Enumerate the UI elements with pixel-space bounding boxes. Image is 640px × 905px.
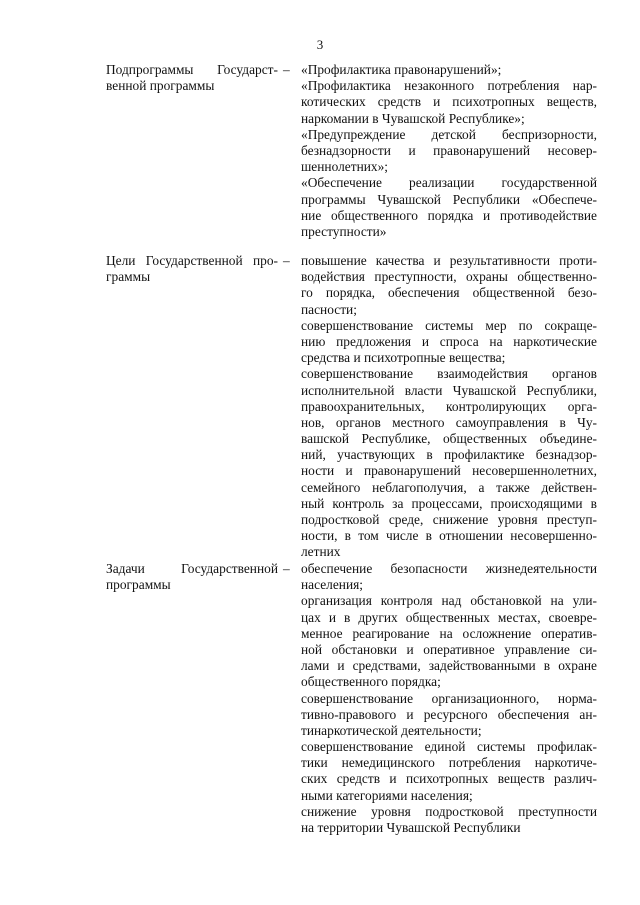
section-label	[106, 62, 278, 94]
content-line: совершенствование единой системы профилак-	[301, 739, 597, 755]
content-line: ности, в том числе в отношении несовершенно-	[301, 528, 597, 544]
content-line: «Предупреждение детской беспризорности,	[301, 126, 597, 142]
label-line: граммы	[106, 269, 151, 285]
content-line: ности и правонарушений несовершеннолетних,	[301, 463, 597, 479]
content-line: «Профилактика незаконного потребления нар-	[301, 78, 597, 94]
content-line: программы Чувашской Республики «Обеспече-	[301, 191, 597, 207]
content-line: тики немедицинского потребления наркотиче-	[301, 755, 597, 771]
label-line: Задачи Государственной	[106, 561, 278, 576]
content-line: исполнительной власти Чувашской Республики,	[301, 382, 597, 398]
content-line: нию предложения и спроса на наркотические	[301, 333, 597, 349]
content-line: безнадзорности и правонарушений несовер-	[301, 142, 597, 158]
content-line: преступности»	[301, 223, 387, 239]
page-number: 3	[316, 37, 324, 52]
content-line: общественного порядка;	[301, 674, 441, 690]
label-line: венной программы	[106, 78, 215, 94]
content-line: пасности;	[301, 301, 357, 317]
label-line: программы	[106, 577, 171, 593]
dash-separator: –	[283, 561, 290, 576]
content-line: тинаркотической деятельности;	[301, 722, 482, 738]
content-line: го порядка, обеспечения общественной безо-	[301, 285, 597, 301]
content-line: менное реагирование на осложнение оператив-	[301, 625, 597, 641]
content-line: ной обстановки и оперативное управление си-	[301, 641, 597, 657]
content-line: ными категориями населения;	[301, 787, 473, 803]
content-line: ских средств и психотропных веществ различ-	[301, 771, 597, 787]
content-line: ние общественного порядка и противодействие	[301, 207, 597, 223]
content-line: населения;	[301, 577, 363, 593]
content-line: организация контроля над обстановкой на ули-	[301, 593, 597, 609]
section-label	[106, 561, 278, 593]
content-line: на территории Чувашской Республики	[301, 820, 521, 835]
content-line: совершенствование взаимодействия органов	[301, 366, 597, 382]
content-line: ный контроль за процессами, происходящими в	[301, 495, 597, 511]
content-line: «Обеспечение реализации государственной	[301, 175, 597, 191]
content-line: шеннолетних»;	[301, 159, 389, 175]
content-line: снижение уровня подростковой преступности	[301, 803, 597, 819]
label-line: Цели Государственной про-	[106, 253, 278, 268]
section-content	[301, 253, 597, 561]
dash-separator: –	[283, 253, 290, 268]
content-line: правоохранительных, контролирующих орга-	[301, 398, 597, 414]
content-line: средства и психотропные вещества;	[301, 350, 506, 366]
dash-separator: –	[283, 62, 290, 77]
label-line: Подпрограммы Государст-	[106, 62, 278, 77]
content-line: подростковой среде, снижение уровня преступ-	[301, 512, 597, 527]
content-line: нов, органов местного самоуправления в Чу-	[301, 414, 597, 430]
content-line: совершенствование системы мер по сокраще-	[301, 317, 597, 333]
content-line: водействия преступности, охраны общественно-	[301, 269, 597, 285]
content-line: тивно-правового и ресурсного обеспечения ан-	[301, 706, 597, 722]
section-content	[301, 62, 597, 240]
content-line: летних	[301, 544, 341, 560]
content-line: вашской Республике, общественных объедине-	[301, 431, 597, 447]
content-line: цах и в других общественных местах, своевре-	[301, 609, 597, 625]
content-line: обеспечение безопасности жизнедеятельности	[301, 561, 597, 576]
section-content	[301, 561, 597, 836]
content-line: «Профилактика правонарушений»;	[301, 62, 502, 77]
content-line: лами и средствами, задействованными в охране	[301, 658, 597, 674]
section-label	[106, 253, 278, 285]
content-line: семейного неблагополучия, а также действен-	[301, 479, 597, 495]
content-line: повышение качества и результативности проти-	[301, 253, 597, 268]
content-line: котических средств и психотропных веществ,	[301, 94, 597, 110]
content-line: совершенствование организационного, норма-	[301, 690, 597, 706]
content-line: ний, участвующих в профилактике безнадзор-	[301, 447, 597, 463]
content-line: наркомании в Чувашской Республике»;	[301, 110, 525, 126]
